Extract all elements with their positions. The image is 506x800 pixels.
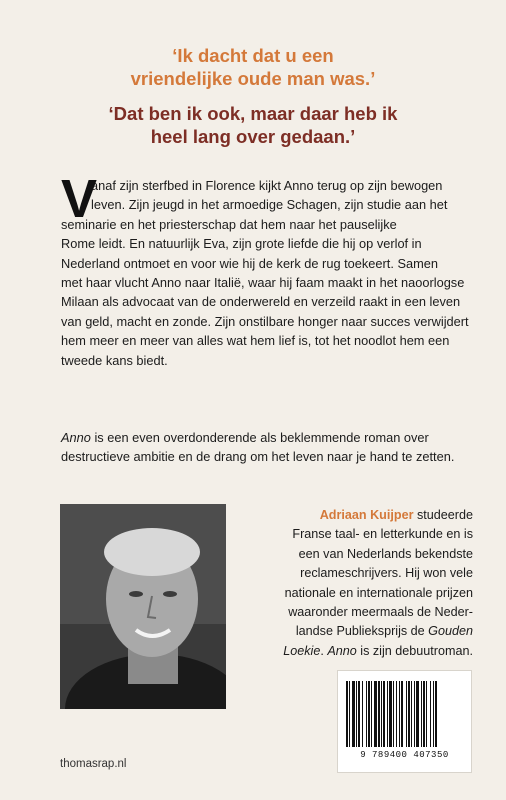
- publisher-website: thomasrap.nl: [60, 758, 127, 770]
- blurb: [61, 169, 469, 370]
- drop-cap: V: [61, 169, 98, 229]
- bio-line: reclameschrijvers. Hij won vele: [300, 566, 473, 581]
- tagline-line: [61, 428, 461, 447]
- quote-first-line: ‘Ik dacht dat u een: [172, 45, 334, 66]
- quote-first: [0, 44, 506, 90]
- blurb-line: Milaan als advocaat van de onderwereld en verzeild raakt in een leven: [61, 294, 461, 310]
- blurb-line: anaf zijn sterfbed in Florence kijkt Anno terug op zijn bewogen: [91, 178, 443, 193]
- award-name: Loekie: [283, 643, 321, 658]
- book-title: Anno: [327, 643, 357, 658]
- bio-line: nationale en internationale prijzen: [284, 585, 473, 600]
- quote-second: [0, 102, 506, 148]
- tagline: [61, 428, 461, 467]
- bio-line: een van Nederlands bekendste: [298, 546, 473, 561]
- author-photo: [60, 504, 226, 709]
- quote-second-line: heel lang over gedaan.’: [150, 126, 356, 147]
- bio-text: landse Publieksprijs de: [295, 624, 429, 639]
- bio-text: studeerde: [413, 508, 473, 522]
- blurb-line: seminarie en het priesterschap dat hem naar het pauselijke: [61, 216, 397, 232]
- bio-line: [235, 622, 473, 641]
- book-title: Anno: [61, 430, 91, 445]
- author-bio: [235, 506, 473, 661]
- isbn-barcode: [337, 670, 472, 773]
- blurb-line: Rome leidt. En natuurlijk Eva, zijn grote liefde die hij op verlof in: [61, 236, 422, 252]
- blurb-line: van geld, macht en zonde. Zijn onstilbare honger naar succes verwijdert: [61, 313, 469, 329]
- blurb-line: tweede kans biedt.: [61, 352, 168, 368]
- barcode-bars: [346, 681, 463, 747]
- bio-text: is zijn debuutroman.: [356, 643, 473, 658]
- quotes: [0, 44, 506, 148]
- author-name: Adriaan Kuijper: [319, 508, 414, 522]
- blurb-line: leven. Zijn jeugd in het armoedige Schagen, zijn studie aan het: [91, 197, 448, 213]
- blurb-line: Nederland ontmoet en voor wie hij de kerk de rug toekeert. Samen: [61, 255, 439, 271]
- bio-line: [235, 506, 473, 525]
- award-name: Gouden: [428, 624, 473, 639]
- blurb-line: hem meer en meer van alles wat hem lief is, tot het noodlot hem een: [61, 333, 450, 349]
- tagline-line: destructieve ambitie en de drang om het leven naar je hand te zetten.: [61, 449, 455, 465]
- bio-text: .: [320, 643, 328, 658]
- isbn-digits: 9 789400 407350: [360, 750, 449, 760]
- blurb-line: met haar vlucht Anno naar Italië, waar hij faam maakt in het naoorlogse: [61, 275, 465, 291]
- bio-line: [235, 642, 473, 661]
- bio-line: waaronder meermaals de Neder-: [288, 605, 473, 620]
- tagline-text: is een even overdonderende als beklemmende roman over: [90, 430, 429, 445]
- bio-line: Franse taal- en letterkunde en is: [292, 527, 473, 542]
- quote-second-line: ‘Dat ben ik ook, maar daar heb ik: [108, 103, 398, 124]
- quote-first-line: vriendelijke oude man was.’: [130, 68, 376, 89]
